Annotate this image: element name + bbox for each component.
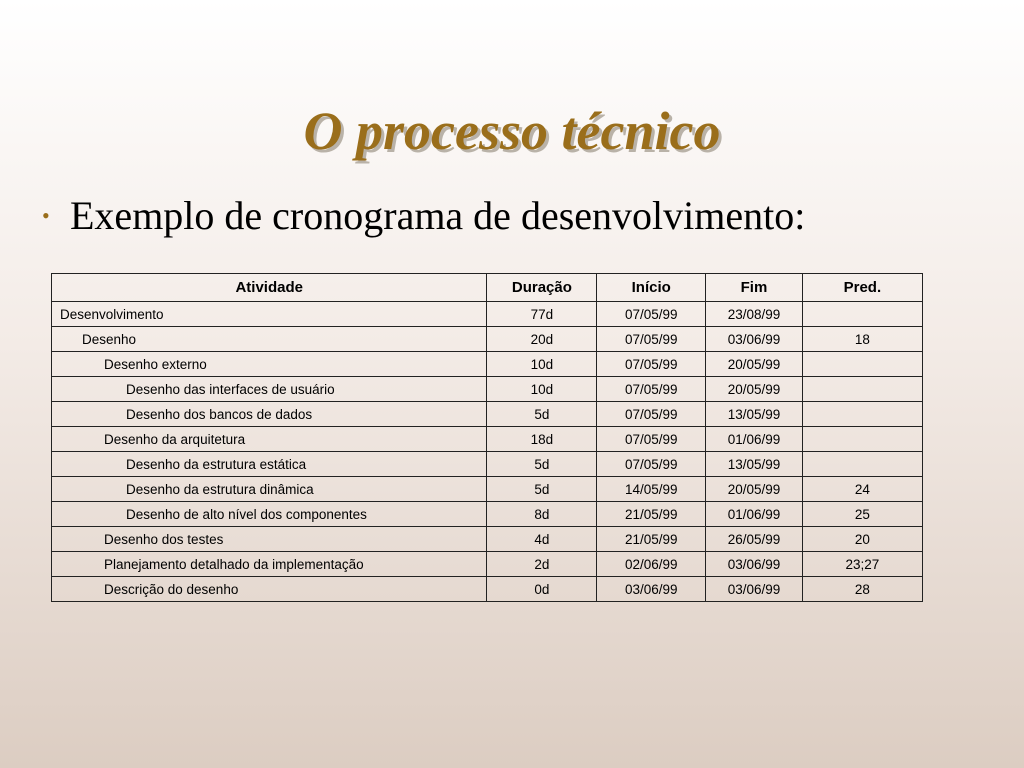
cell-activity: Desenho da arquitetura xyxy=(52,427,487,452)
cell-duration: 20d xyxy=(487,327,597,352)
cell-activity: Planejamento detalhado da implementação xyxy=(52,552,487,577)
cell-duration: 0d xyxy=(487,577,597,602)
cell-duration: 5d xyxy=(487,402,597,427)
cell-activity: Desenho dos bancos de dados xyxy=(52,402,487,427)
table-row xyxy=(52,452,923,477)
cell-pred xyxy=(802,352,922,377)
cell-end: 01/06/99 xyxy=(706,502,803,527)
table-row xyxy=(52,477,923,502)
cell-end: 13/05/99 xyxy=(706,452,803,477)
cell-pred xyxy=(802,452,922,477)
bullet-dot-icon: • xyxy=(42,202,50,228)
header-pred: Pred. xyxy=(802,274,922,302)
cell-activity: Desenho externo xyxy=(52,352,487,377)
cell-end: 03/06/99 xyxy=(706,577,803,602)
cell-end: 20/05/99 xyxy=(706,352,803,377)
cell-pred: 23;27 xyxy=(802,552,922,577)
table-row xyxy=(52,527,923,552)
cell-duration: 8d xyxy=(487,502,597,527)
cell-start: 07/05/99 xyxy=(597,402,706,427)
cell-pred: 20 xyxy=(802,527,922,552)
cell-activity: Desenho de alto nível dos componentes xyxy=(52,502,487,527)
table-row xyxy=(52,302,923,327)
cell-end: 20/05/99 xyxy=(706,377,803,402)
table-row xyxy=(52,327,923,352)
cell-duration: 4d xyxy=(487,527,597,552)
cell-start: 03/06/99 xyxy=(597,577,706,602)
cell-duration: 10d xyxy=(487,377,597,402)
cell-start: 07/05/99 xyxy=(597,452,706,477)
table-body xyxy=(52,302,923,602)
cell-end: 03/06/99 xyxy=(706,327,803,352)
cell-start: 07/05/99 xyxy=(597,352,706,377)
header-start: Início xyxy=(597,274,706,302)
table-header xyxy=(52,274,923,302)
header-end: Fim xyxy=(706,274,803,302)
cell-pred xyxy=(802,377,922,402)
cell-start: 21/05/99 xyxy=(597,502,706,527)
cell-start: 07/05/99 xyxy=(597,302,706,327)
bullet-text: Exemplo de cronograma de desenvolvimento: xyxy=(70,193,806,238)
header-row xyxy=(52,274,923,302)
cell-pred xyxy=(802,302,922,327)
cell-pred xyxy=(802,427,922,452)
table-row xyxy=(52,377,923,402)
slide-title: O processo técnico xyxy=(303,101,721,161)
cell-activity: Desenvolvimento xyxy=(52,302,487,327)
cell-activity: Desenho da estrutura estática xyxy=(52,452,487,477)
cell-duration: 5d xyxy=(487,477,597,502)
cell-duration: 18d xyxy=(487,427,597,452)
cell-activity: Descrição do desenho xyxy=(52,577,487,602)
cell-end: 20/05/99 xyxy=(706,477,803,502)
cell-start: 21/05/99 xyxy=(597,527,706,552)
cell-start: 14/05/99 xyxy=(597,477,706,502)
cell-duration: 2d xyxy=(487,552,597,577)
cell-start: 07/05/99 xyxy=(597,377,706,402)
cell-activity: Desenho dos testes xyxy=(52,527,487,552)
table-row xyxy=(52,577,923,602)
cell-end: 23/08/99 xyxy=(706,302,803,327)
cell-end: 26/05/99 xyxy=(706,527,803,552)
cell-end: 03/06/99 xyxy=(706,552,803,577)
header-activity: Atividade xyxy=(52,274,487,302)
cell-pred: 18 xyxy=(802,327,922,352)
header-duration: Duração xyxy=(487,274,597,302)
cell-end: 01/06/99 xyxy=(706,427,803,452)
cell-duration: 10d xyxy=(487,352,597,377)
table-row xyxy=(52,552,923,577)
bullet-item xyxy=(42,192,1002,239)
cell-pred: 25 xyxy=(802,502,922,527)
cell-start: 07/05/99 xyxy=(597,427,706,452)
schedule-table xyxy=(51,273,923,602)
cell-activity: Desenho da estrutura dinâmica xyxy=(52,477,487,502)
cell-pred: 24 xyxy=(802,477,922,502)
cell-pred xyxy=(802,402,922,427)
cell-activity: Desenho xyxy=(52,327,487,352)
cell-pred: 28 xyxy=(802,577,922,602)
cell-end: 13/05/99 xyxy=(706,402,803,427)
cell-start: 02/06/99 xyxy=(597,552,706,577)
table-row xyxy=(52,352,923,377)
table-row xyxy=(52,427,923,452)
cell-duration: 77d xyxy=(487,302,597,327)
cell-duration: 5d xyxy=(487,452,597,477)
table-row xyxy=(52,502,923,527)
cell-start: 07/05/99 xyxy=(597,327,706,352)
table-row xyxy=(52,402,923,427)
cell-activity: Desenho das interfaces de usuário xyxy=(52,377,487,402)
